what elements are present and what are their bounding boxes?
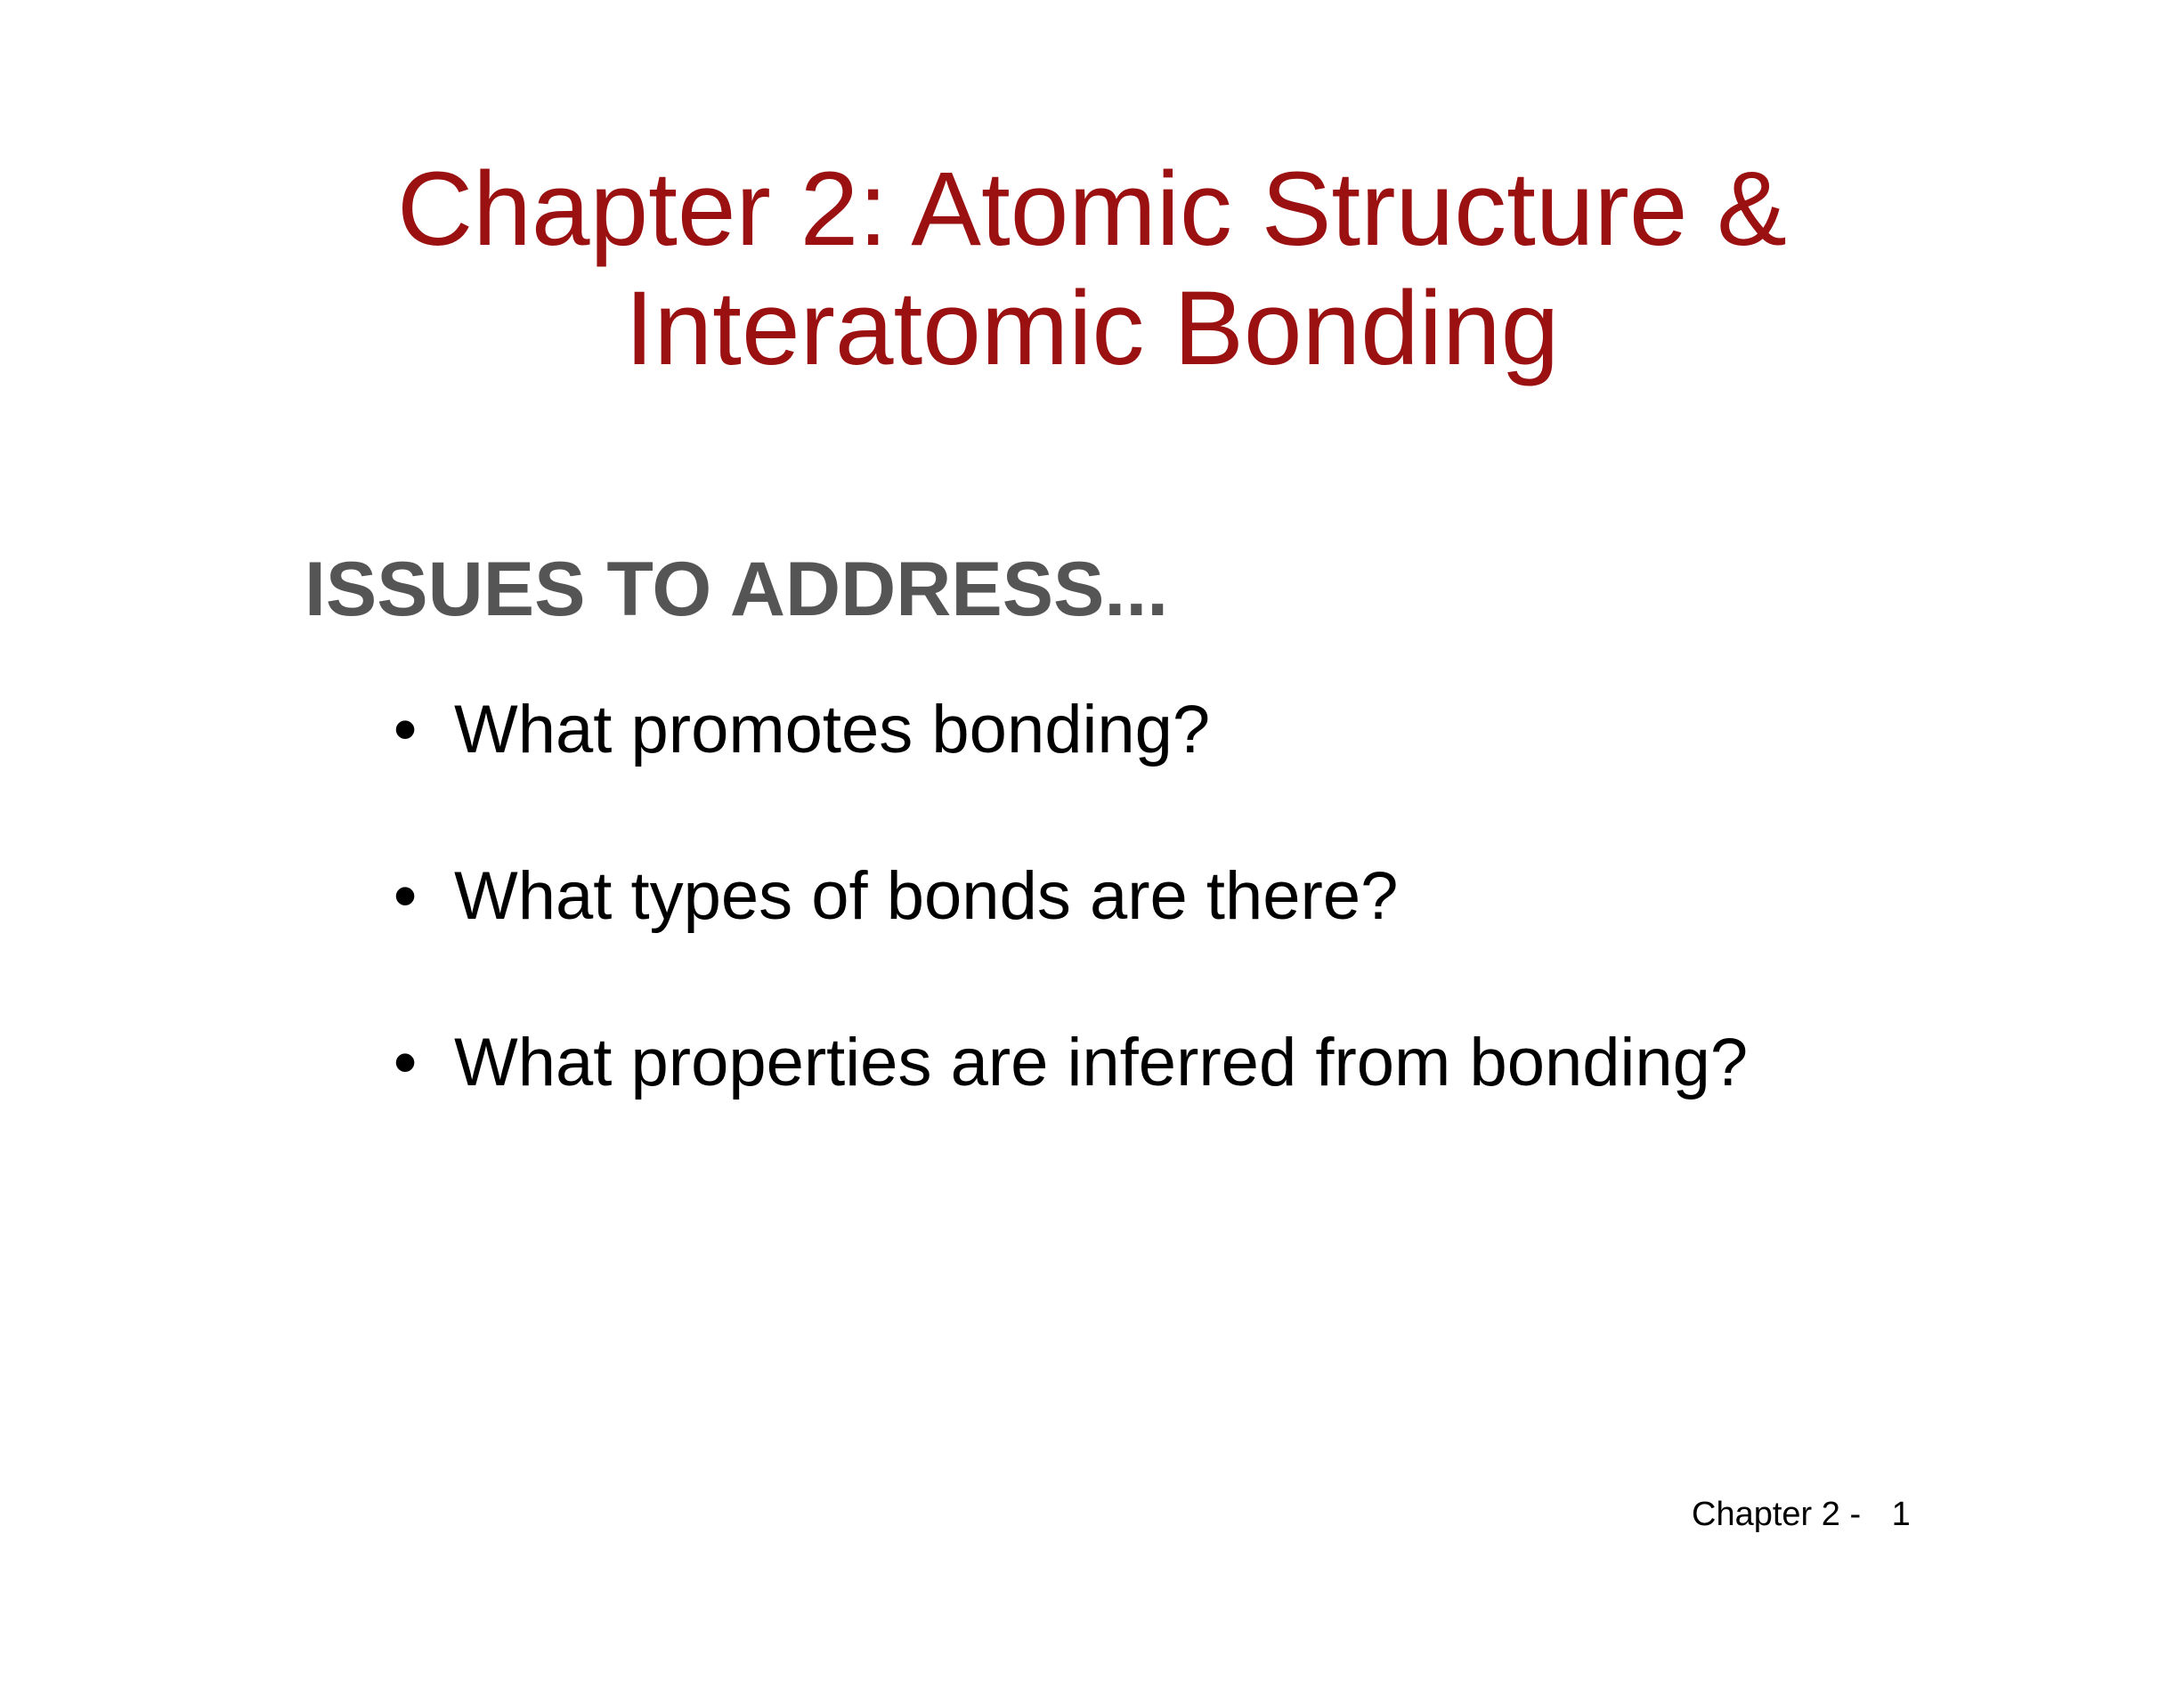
footer-chapter-label: Chapter 2 - <box>1692 1496 1862 1533</box>
issues-heading: ISSUES TO ADDRESS... <box>304 547 1169 632</box>
page-number: 1 <box>1891 1496 1911 1533</box>
bullet-icon: • <box>393 858 418 934</box>
bullet-icon: • <box>393 692 418 767</box>
slide-title-line-1: Chapter 2: Atomic Structure & <box>397 150 1787 268</box>
bullet-text: What properties are inferred from bonding? <box>454 1025 1749 1100</box>
slide-title-line-2: Interatomic Bonding <box>624 270 1560 387</box>
bullet-text: What types of bonds are there? <box>454 858 1399 934</box>
bullet-icon: • <box>393 1025 418 1100</box>
slide-footer <box>1692 1494 1911 1535</box>
slide-title <box>0 150 2184 388</box>
bullet-text: What promotes bonding? <box>454 692 1211 767</box>
